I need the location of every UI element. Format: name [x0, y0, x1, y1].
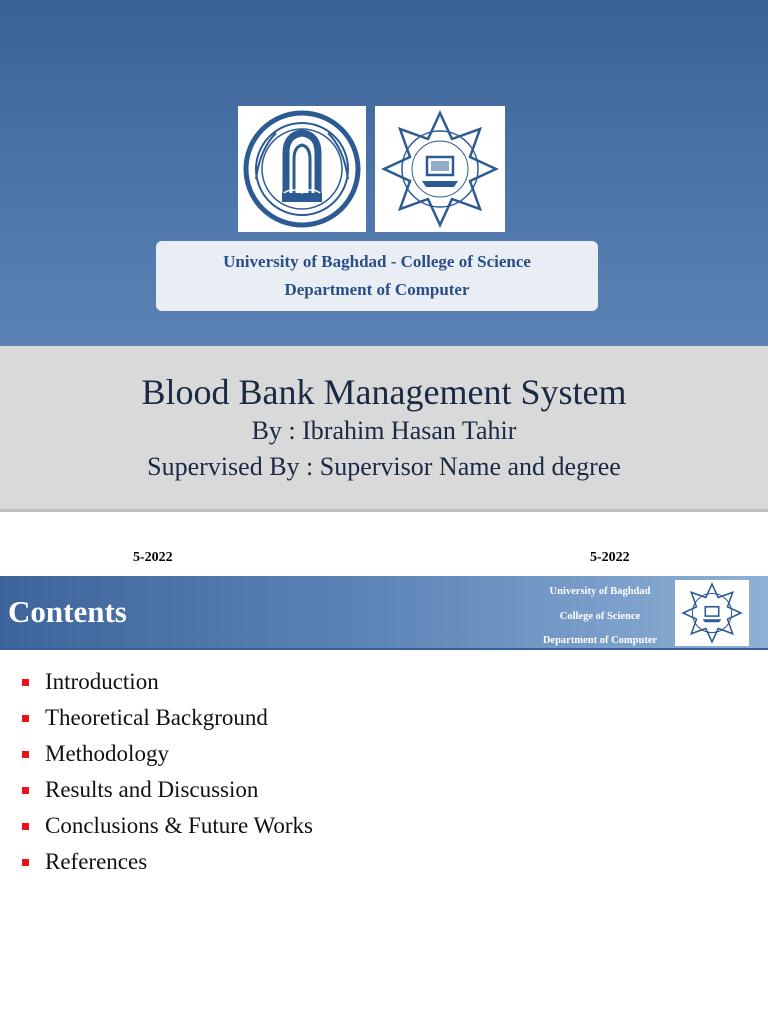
header-affiliation [530, 580, 670, 654]
affiliation-line-1: University of Baghdad - College of Science [223, 252, 531, 271]
list-item-label: Introduction [45, 669, 159, 694]
contents-title: Contents [8, 594, 127, 629]
list-item [22, 772, 313, 808]
header-affiliation-line-3: Department of Computer [542, 635, 658, 646]
contents-list [22, 664, 313, 880]
bullet-square-icon [22, 679, 29, 686]
contents-header-bar [0, 576, 768, 650]
list-item [22, 736, 313, 772]
bullet-square-icon [22, 715, 29, 722]
supervisor-line: Supervised By : Supervisor Name and degree [147, 451, 621, 481]
college-star-emblem-icon [681, 582, 743, 644]
college-logo [375, 106, 505, 232]
list-item-label: Results and Discussion [45, 777, 259, 802]
list-item [22, 700, 313, 736]
header-college-logo [675, 580, 749, 646]
college-star-emblem-icon [380, 109, 500, 229]
date-left: 5-2022 [133, 550, 173, 565]
title-band [0, 346, 768, 512]
list-item [22, 844, 313, 880]
affiliation-box [156, 241, 598, 311]
presentation-title: Blood Bank Management System [141, 371, 627, 412]
list-item-label: References [45, 849, 148, 874]
bullet-square-icon [22, 751, 29, 758]
header-affiliation-line-2: College of Science [559, 610, 641, 622]
list-item-label: Theoretical Background [45, 705, 268, 730]
university-emblem-icon [242, 109, 362, 229]
list-item [22, 808, 313, 844]
contents-slide [0, 576, 768, 1024]
list-item-label: Conclusions & Future Works [45, 813, 313, 838]
university-logo [238, 106, 366, 232]
list-item-label: Methodology [45, 741, 169, 766]
header-affiliation-line-1: University of Baghdad [549, 586, 651, 597]
bullet-square-icon [22, 823, 29, 830]
date-right: 5-2022 [590, 550, 630, 565]
list-item [22, 664, 313, 700]
bullet-square-icon [22, 859, 29, 866]
affiliation-line-2: Department of Computer [284, 280, 470, 299]
bullet-square-icon [22, 787, 29, 794]
author-line: By : Ibrahim Hasan Tahir [251, 415, 517, 445]
